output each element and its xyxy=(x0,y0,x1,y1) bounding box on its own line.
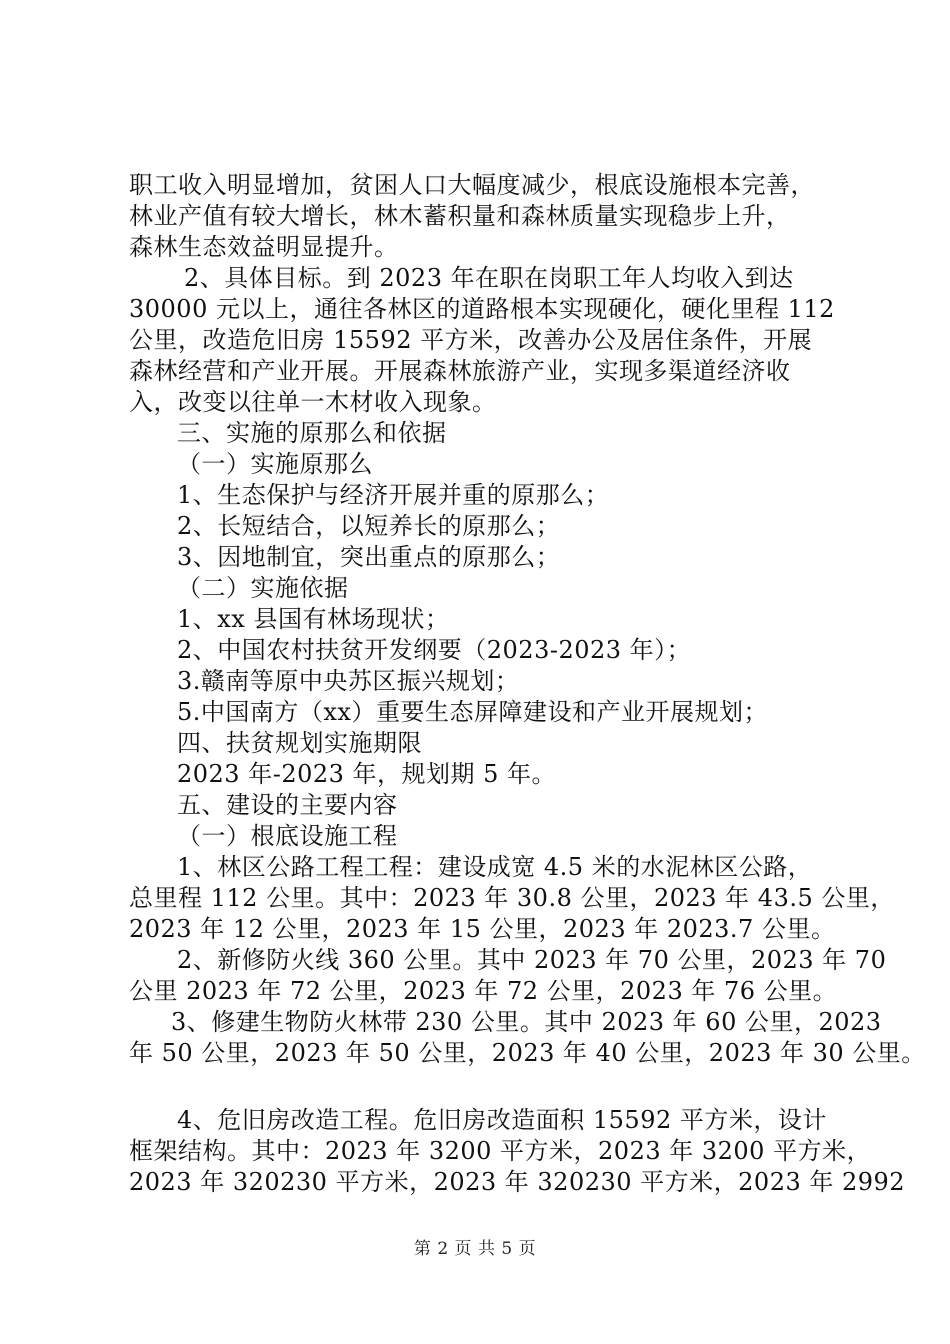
text-line: 2、长短结合，以短养长的原那么； xyxy=(177,512,561,540)
page-number-footer: 第 2 页 共 5 页 xyxy=(413,1239,537,1259)
text-line: 森林生态效益明显提升。 xyxy=(129,233,399,261)
text-line: 3、因地制宜，突出重点的原那么； xyxy=(177,543,561,571)
text-line: 年 50 公里，2023 年 50 公里，2023 年 40 公里，2023 年 30 公里。 xyxy=(129,1039,926,1067)
subsection-heading: （一）实施原那么 xyxy=(177,450,373,478)
subsection-heading: （一）根底设施工程 xyxy=(177,822,398,850)
text-line: 2、中国农村扶贫开发纲要（2023-2023 年）； xyxy=(177,636,692,664)
section-heading: 五、建设的主要内容 xyxy=(177,791,398,819)
text-line: 总里程 112 公里。其中：2023 年 30.8 公里，2023 年 43.5 公里， xyxy=(129,884,895,912)
text-line: 1、生态保护与经济开展并重的原那么； xyxy=(177,481,610,509)
text-line: 框架结构。其中：2023 年 3200 平方米，2023 年 3200 平方米， xyxy=(129,1137,872,1165)
subsection-heading: （二）实施依据 xyxy=(177,574,349,602)
text-line: 4、危旧房改造工程。危旧房改造面积 15592 平方米，设计 xyxy=(177,1106,827,1134)
text-line: 3、修建生物防火林带 230 公里。其中 2023 年 60 公里，2023 xyxy=(171,1008,882,1036)
text-line: 5.中国南方（xx）重要生态屏障建设和产业开展规划； xyxy=(177,698,768,726)
section-heading: 三、实施的原那么和依据 xyxy=(177,419,447,447)
text-line: 2、新修防火线 360 公里。其中 2023 年 70 公里，2023 年 70 xyxy=(177,946,887,974)
section-heading: 四、扶贫规划实施期限 xyxy=(177,729,422,757)
text-line: 职工收入明显增加，贫困人口大幅度减少，根底设施根本完善， xyxy=(129,171,815,199)
text-line: 林业产值有较大增长，林木蓄积量和森林质量实现稳步上升， xyxy=(129,202,791,230)
text-line: 1、林区公路工程工程：建设成宽 4.5 米的水泥林区公路， xyxy=(177,853,813,881)
text-line: 2023 年 12 公里，2023 年 15 公里，2023 年 2023.7 公里。 xyxy=(129,915,836,943)
text-line: 2023 年-2023 年，规划期 5 年。 xyxy=(177,760,557,788)
text-line: 1、xx 县国有林场现状； xyxy=(177,605,450,633)
text-line: 入，改变以往单一木材收入现象。 xyxy=(129,388,497,416)
text-line: 3.赣南等原中央苏区振兴规划； xyxy=(177,667,520,695)
text-line: 2、具体目标。到 2023 年在职在岗职工年人均收入到达 xyxy=(184,264,794,292)
text-line: 公里，改造危旧房 15592 平方米，改善办公及居住条件，开展 xyxy=(129,326,813,354)
paragraph-gap xyxy=(129,1069,849,1105)
text-line: 30000 元以上，通往各林区的道路根本实现硬化，硬化里程 112 xyxy=(129,295,835,323)
document-body xyxy=(129,170,926,1198)
text-line: 森林经营和产业开展。开展森林旅游产业，实现多渠道经济收 xyxy=(129,357,791,385)
text-line: 2023 年 320230 平方米，2023 年 320230 平方米，2023 年 2992 xyxy=(129,1168,906,1196)
text-line: 公里 2023 年 72 公里，2023 年 72 公里，2023 年 76 公里。 xyxy=(129,977,838,1005)
